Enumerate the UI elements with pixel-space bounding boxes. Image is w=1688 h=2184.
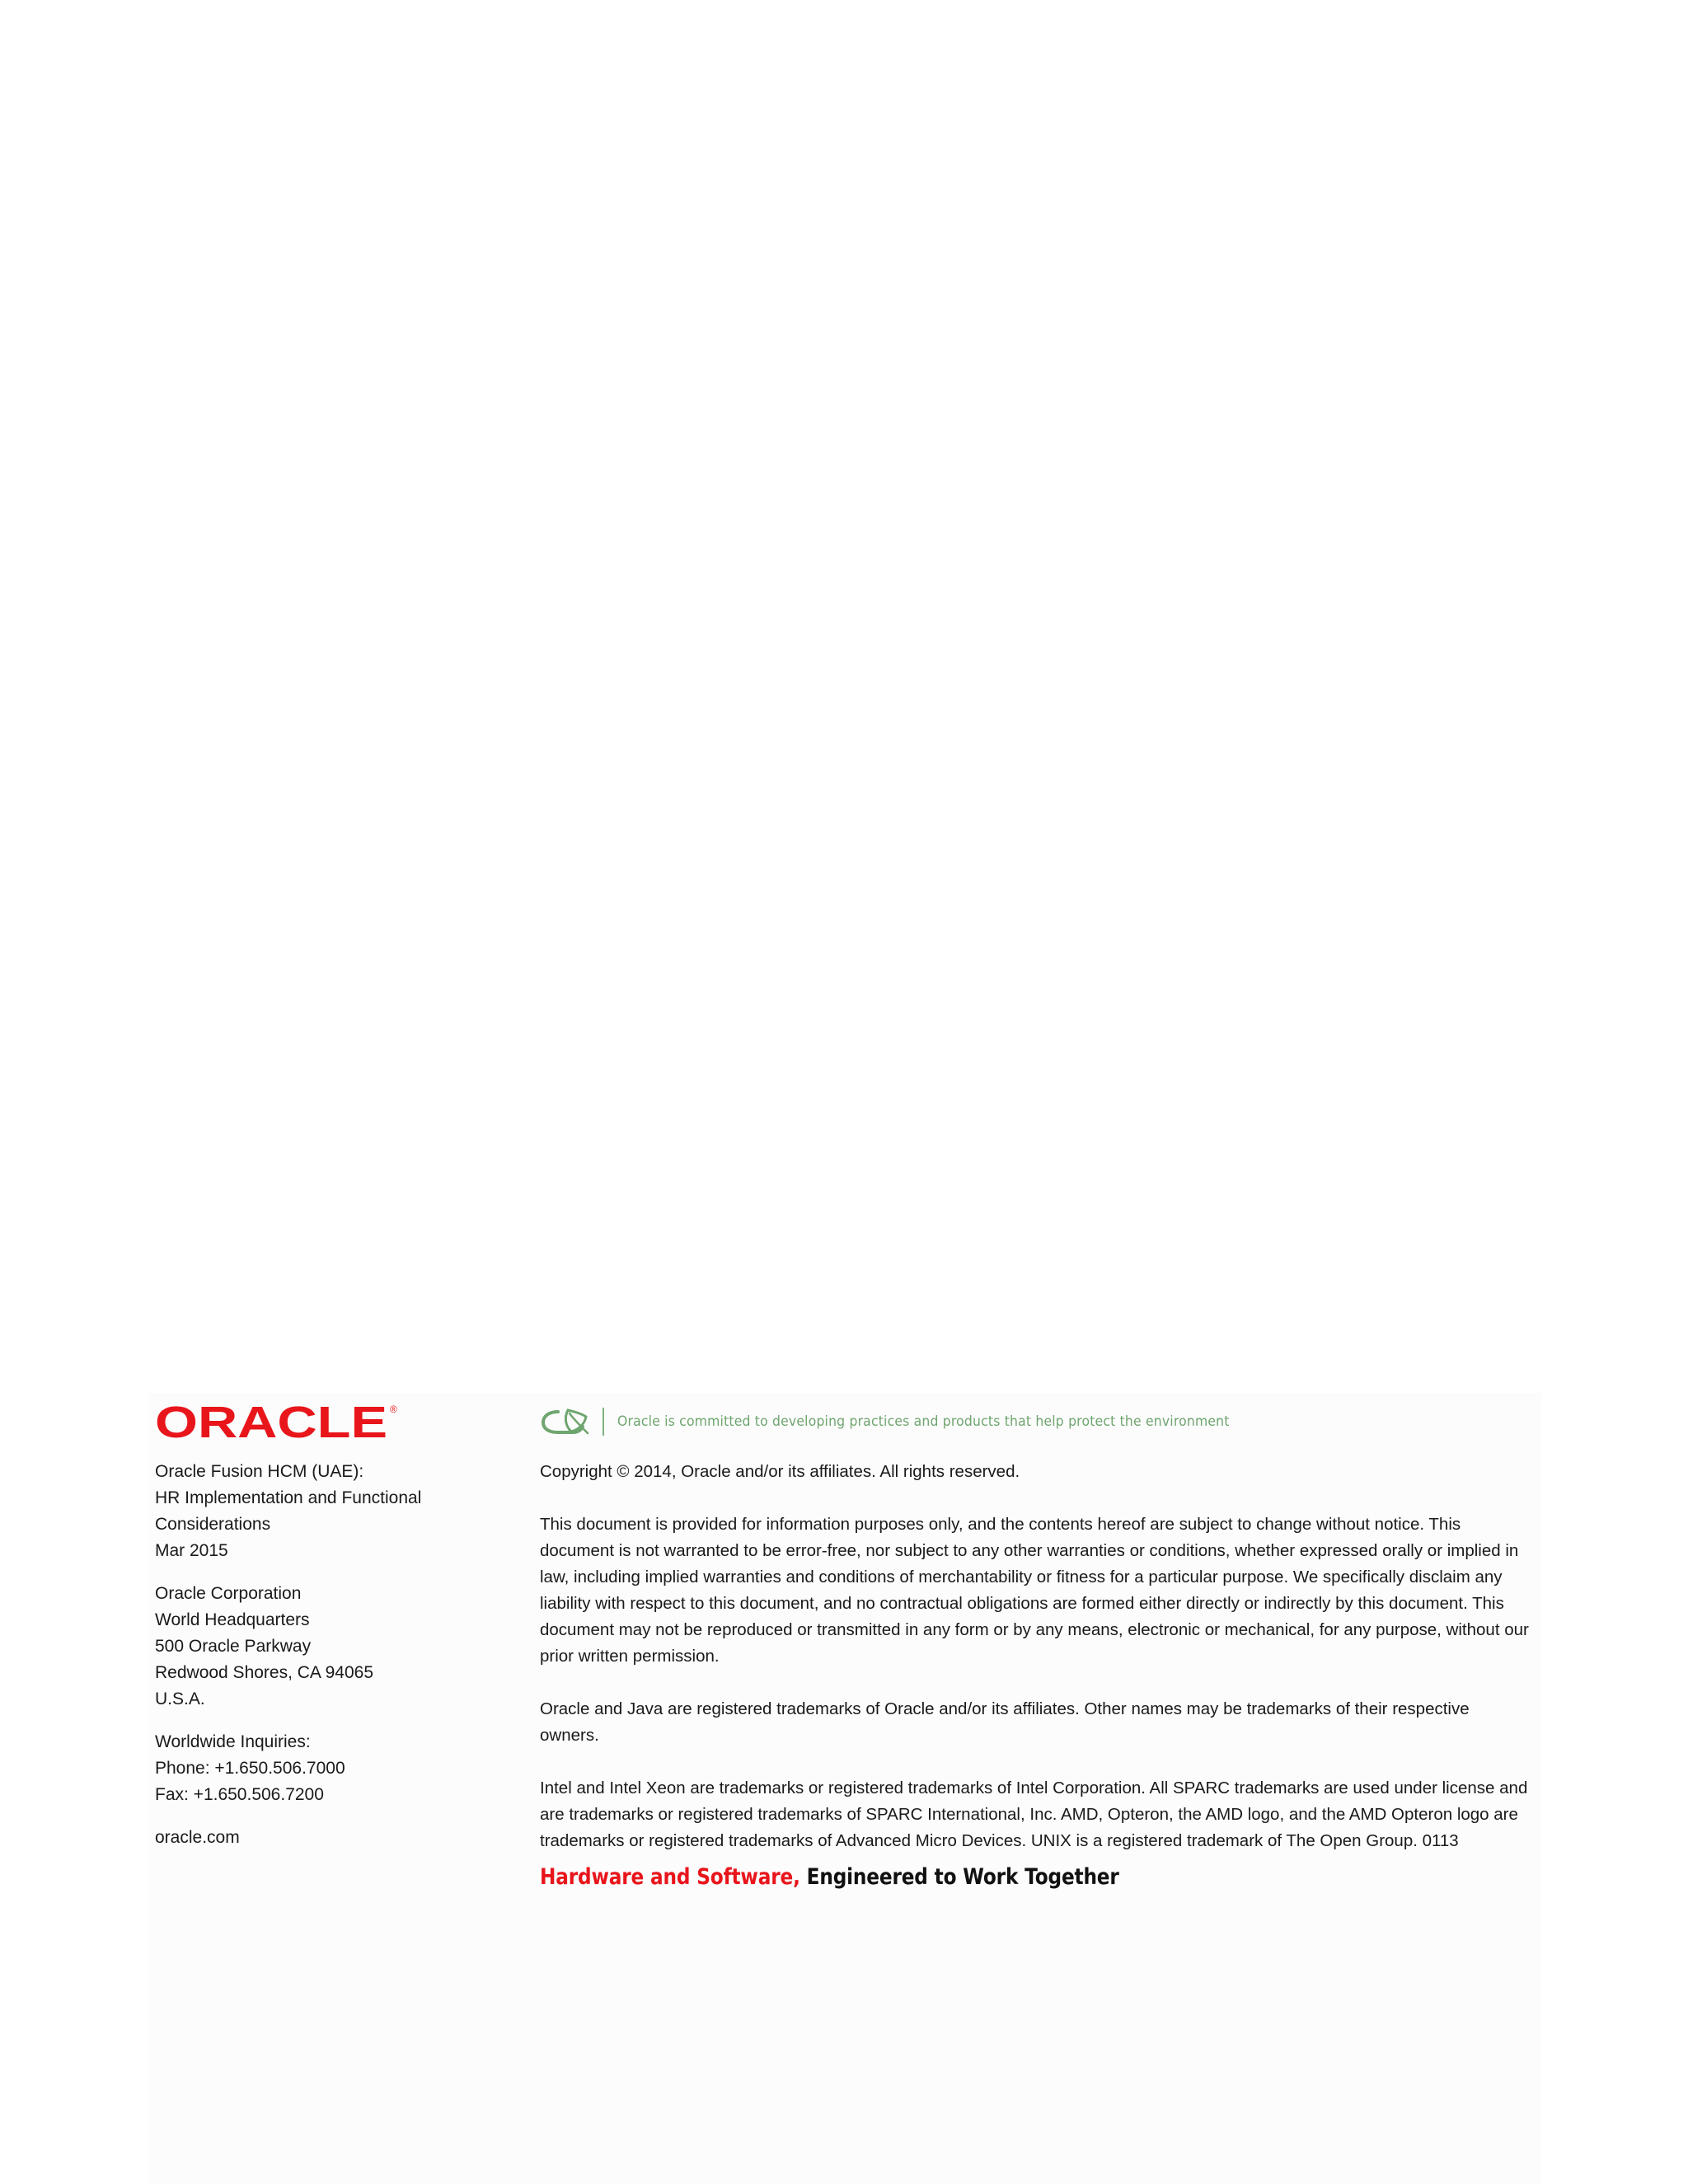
fax-number: Fax: +1.650.506.7200: [155, 1785, 324, 1804]
headquarters: World Headquarters: [155, 1610, 310, 1629]
website-link[interactable]: oracle.com: [155, 1828, 240, 1847]
tagline-part1: Hardware and Software,: [540, 1864, 800, 1890]
city-address: Redwood Shores, CA 94065: [155, 1663, 374, 1682]
phone-number: Phone: +1.650.506.7000: [155, 1759, 345, 1778]
right-column: [540, 1401, 1529, 1890]
company-address: [155, 1581, 534, 1713]
environment-banner: [540, 1401, 1529, 1442]
document-title-line3: Considerations: [155, 1515, 271, 1534]
street-address: 500 Oracle Parkway: [155, 1637, 312, 1656]
left-info: [155, 1459, 534, 1851]
environment-statement: Oracle is committed to developing practices and products that help protect the environment: [617, 1413, 1230, 1430]
document-title-line1: Oracle Fusion HCM (UAE):: [155, 1462, 364, 1481]
tagline: [540, 1864, 1390, 1890]
legal-text: [540, 1459, 1529, 1854]
oracle-trademark-paragraph: Oracle and Java are registered trademarks of Oracle and/or its affiliates. Other names may be trademarks of their respective owners.: [540, 1699, 1470, 1745]
oracle-logo: [155, 1401, 402, 1442]
disclaimer-paragraph: This document is provided for information purposes only, and the contents hereof are subject to change without notice. This document is not warranted to be error-free, nor subject to any other warranties or conditions, whether expressed orally or implied in law, including implied warranties and conditions of merchantability or fitness for a particular purpose. We specifically disclaim any liability with respect to this document, and no contractual obligations are formed either directly or indirectly by this document. This document may not be reproduced or transmitted in any form or by any means, electronic or mechanical, for any purpose, without our prior written permission.: [540, 1515, 1529, 1666]
copyright-notice: Copyright © 2014, Oracle and/or its affiliates. All rights reserved.: [540, 1462, 1020, 1481]
banner-divider: [603, 1408, 604, 1436]
tagline-part2: Engineered to Work Together: [806, 1864, 1119, 1890]
leaf-icon: [540, 1405, 593, 1438]
registered-mark-icon: ®: [390, 1404, 397, 1415]
website-group: [155, 1825, 534, 1851]
third-party-trademark-paragraph: Intel and Intel Xeon are trademarks or registered trademarks of Intel Corporation. All SPARC trademarks are used under license and are trademarks or registered trademarks of SPARC International, Inc. AMD, Opteron, the AMD logo, and the AMD Opteron logo are trademarks or registered trademarks of Advanced Micro Devices. UNIX is a registered trademark of The Open Group. 0113: [540, 1779, 1528, 1850]
contact-info: [155, 1729, 534, 1808]
document-title-line2: HR Implementation and Functional: [155, 1488, 422, 1507]
country: U.S.A.: [155, 1690, 205, 1708]
company-name: Oracle Corporation: [155, 1584, 302, 1603]
document-date: Mar 2015: [155, 1541, 228, 1560]
inquiries-heading: Worldwide Inquiries:: [155, 1732, 311, 1751]
document-info: [155, 1459, 534, 1564]
left-column: [155, 1401, 534, 1868]
oracle-logo-text: ORACLE: [155, 1401, 387, 1442]
